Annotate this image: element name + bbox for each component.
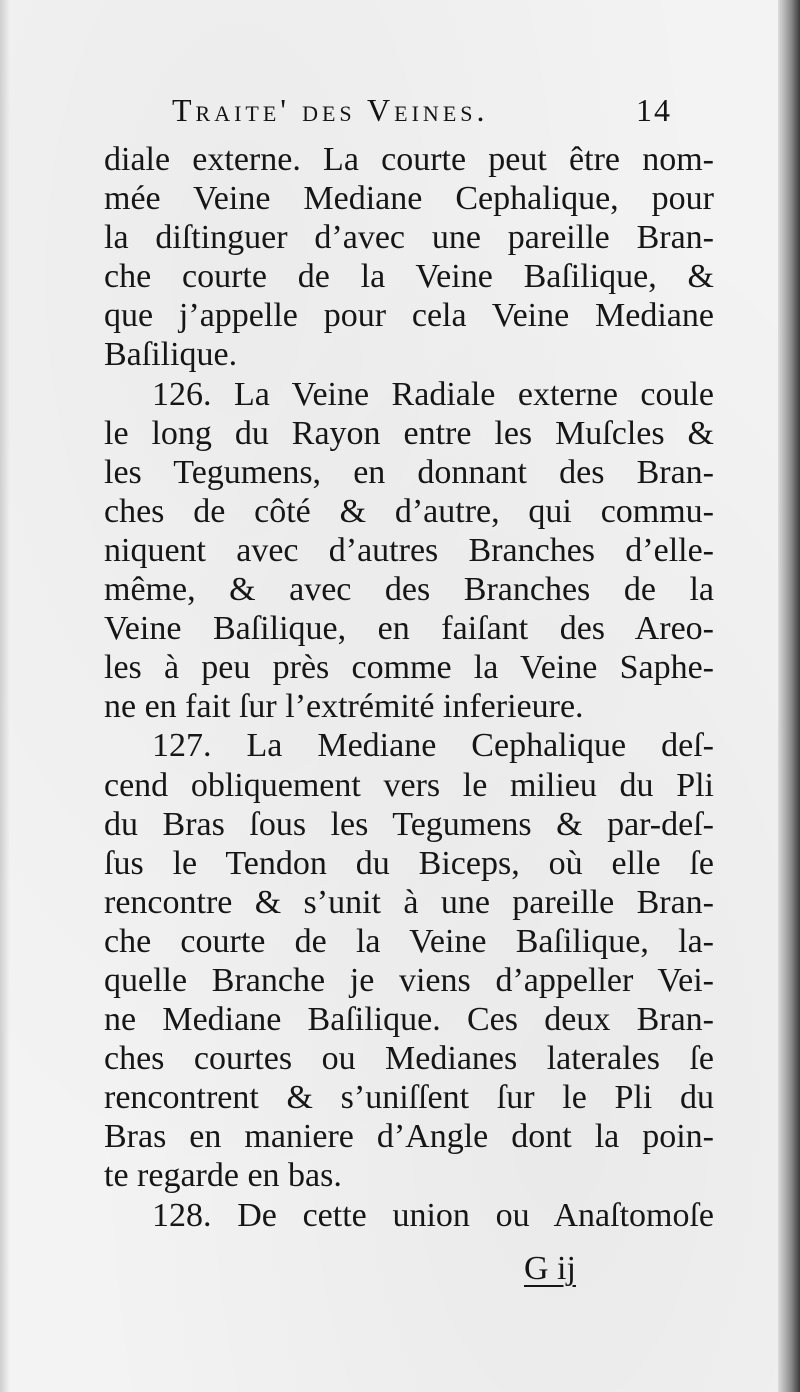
body-text [104, 140, 714, 1235]
text-line: les Tegumens, en donnant des Bran- [104, 453, 714, 491]
page-gutter-shadow [778, 0, 800, 1392]
text-line: les à peu près comme la Veine Saphe- [104, 649, 714, 687]
text-line: du Bras ſous les Tegumens & par-deſ- [104, 805, 714, 843]
text-line: Baſilique. [104, 336, 238, 374]
text-line: Veine Baſilique, en faiſant des Areo- [104, 610, 714, 648]
text-line: rencontrent & s’uniſſent ſur le Pli du [104, 1079, 714, 1117]
text-line: diale externe. La courte peut être nom- [104, 141, 714, 178]
text-line: ches de côté & d’autre, qui commu- [104, 492, 714, 530]
text-line: che courte de la Veine Baſilique, la- [104, 922, 714, 960]
text-line: mée Veine Mediane Cephalique, pour [104, 180, 714, 218]
page-left-edge [0, 0, 10, 1392]
signature-mark: G ij [524, 1250, 576, 1287]
text-line: 127. La Mediane Cephalique deſ- [152, 727, 714, 765]
text-line: che courte de la Veine Baſilique, & [104, 258, 714, 296]
text-line: ne Mediane Baſilique. Ces deux Bran- [104, 1001, 714, 1039]
text-line: ches courtes ou Medianes laterales ſe [104, 1040, 714, 1078]
text-line: 126. La Veine Radiale externe coule [152, 375, 714, 413]
text-line: rencontre & s’unit à une pareille Bran- [104, 883, 714, 921]
page-number: 14 [636, 92, 672, 128]
text-line: te regarde en bas. [104, 1157, 342, 1195]
text-line: 128. De cette union ou Anaſtomoſe [152, 1196, 714, 1234]
text-line: quelle Branche je viens d’appeller Vei- [104, 961, 714, 999]
text-line: la diſtinguer d’avec une pareille Bran- [104, 219, 714, 257]
text-line: Bras en maniere d’Angle dont la poin- [104, 1118, 714, 1156]
text-line: ne en fait ſur l’extrémité inferieure. [104, 688, 584, 726]
running-header [172, 92, 672, 136]
text-line: le long du Rayon entre les Muſcles & [104, 414, 714, 452]
text-line: que j’appelle pour cela Veine Mediane [104, 297, 714, 335]
running-title: Traite' des Veines. [172, 92, 489, 128]
text-line: ſus le Tendon du Biceps, où elle ſe [104, 844, 714, 882]
text-line: cend obliquement vers le milieu du Pli [104, 766, 714, 804]
text-line: même, & avec des Branches de la [104, 571, 714, 609]
text-line: niquent avec d’autres Branches d’elle- [104, 531, 714, 569]
